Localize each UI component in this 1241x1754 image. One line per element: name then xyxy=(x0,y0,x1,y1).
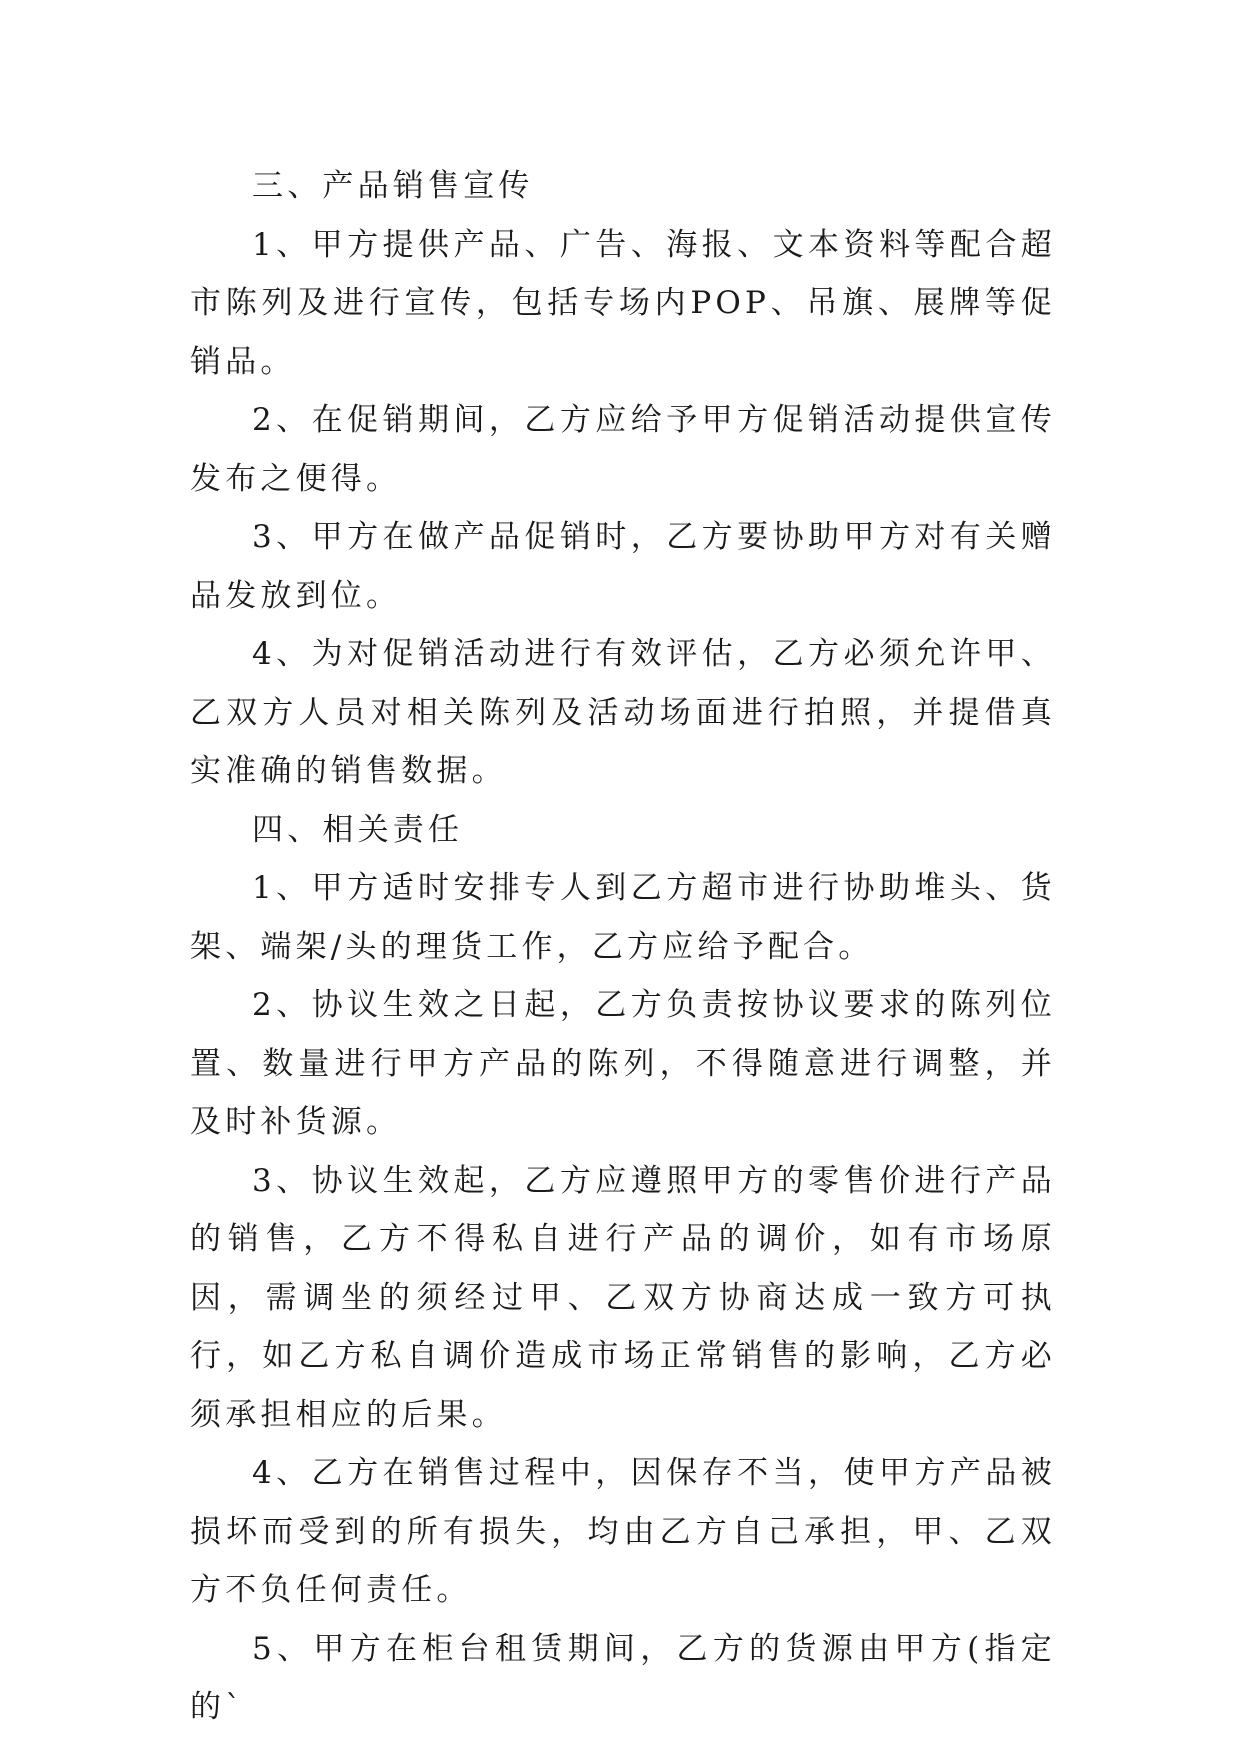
document-page xyxy=(190,157,1056,1737)
section4-item-3: 3、协议生效起，乙方应遵照甲方的零售价进行产品的销售，乙方不得私自进行产品的调价，如有市场原因，需调坐的须经过甲、乙双方协商达成一致方可执行，如乙方私自调价造成市场正常销售的影响，乙方必须承担相应的后果。 xyxy=(190,1162,1056,1433)
section4-item-4: 4、乙方在销售过程中，因保存不当，使甲方产品被损坏而受到的所有损失，均由乙方自己承担，甲、乙双方不负任何责任。 xyxy=(190,1455,1056,1608)
section4-item-5: 5、甲方在柜台租赁期间，乙方的货源由甲方(指定的` xyxy=(190,1630,1056,1725)
section3-item-4: 4、为对促销活动进行有效评估，乙方必须允许甲、乙双方人员对相关陈列及活动场面进行拍照，并提借真实准确的销售数据。 xyxy=(190,636,1056,789)
section4-item-2: 2、协议生效之日起，乙方负责按协议要求的陈列位置、数量进行甲方产品的陈列，不得随意进行调整，并及时补货源。 xyxy=(190,987,1056,1140)
section4-item-1: 1、甲方适时安排专人到乙方超市进行协助堆头、货架、端架/头的理货工作，乙方应给予配合。 xyxy=(190,870,1056,965)
section4-heading: 四、相关责任 xyxy=(252,811,464,848)
section3-heading: 三、产品销售宣传 xyxy=(252,168,534,204)
section3-item-3: 3、甲方在做产品促销时，乙方要协助甲方对有关赠品发放到位。 xyxy=(190,519,1056,614)
section3-item-1: 1、甲方提供产品、广告、海报、文本资料等配合超市陈列及进行宣传，包括专场内POP、吊旗、展牌等促销品。 xyxy=(190,226,1056,380)
section3-item-2: 2、在促销期间，乙方应给予甲方促销活动提供宣传发布之便得。 xyxy=(190,402,1056,497)
